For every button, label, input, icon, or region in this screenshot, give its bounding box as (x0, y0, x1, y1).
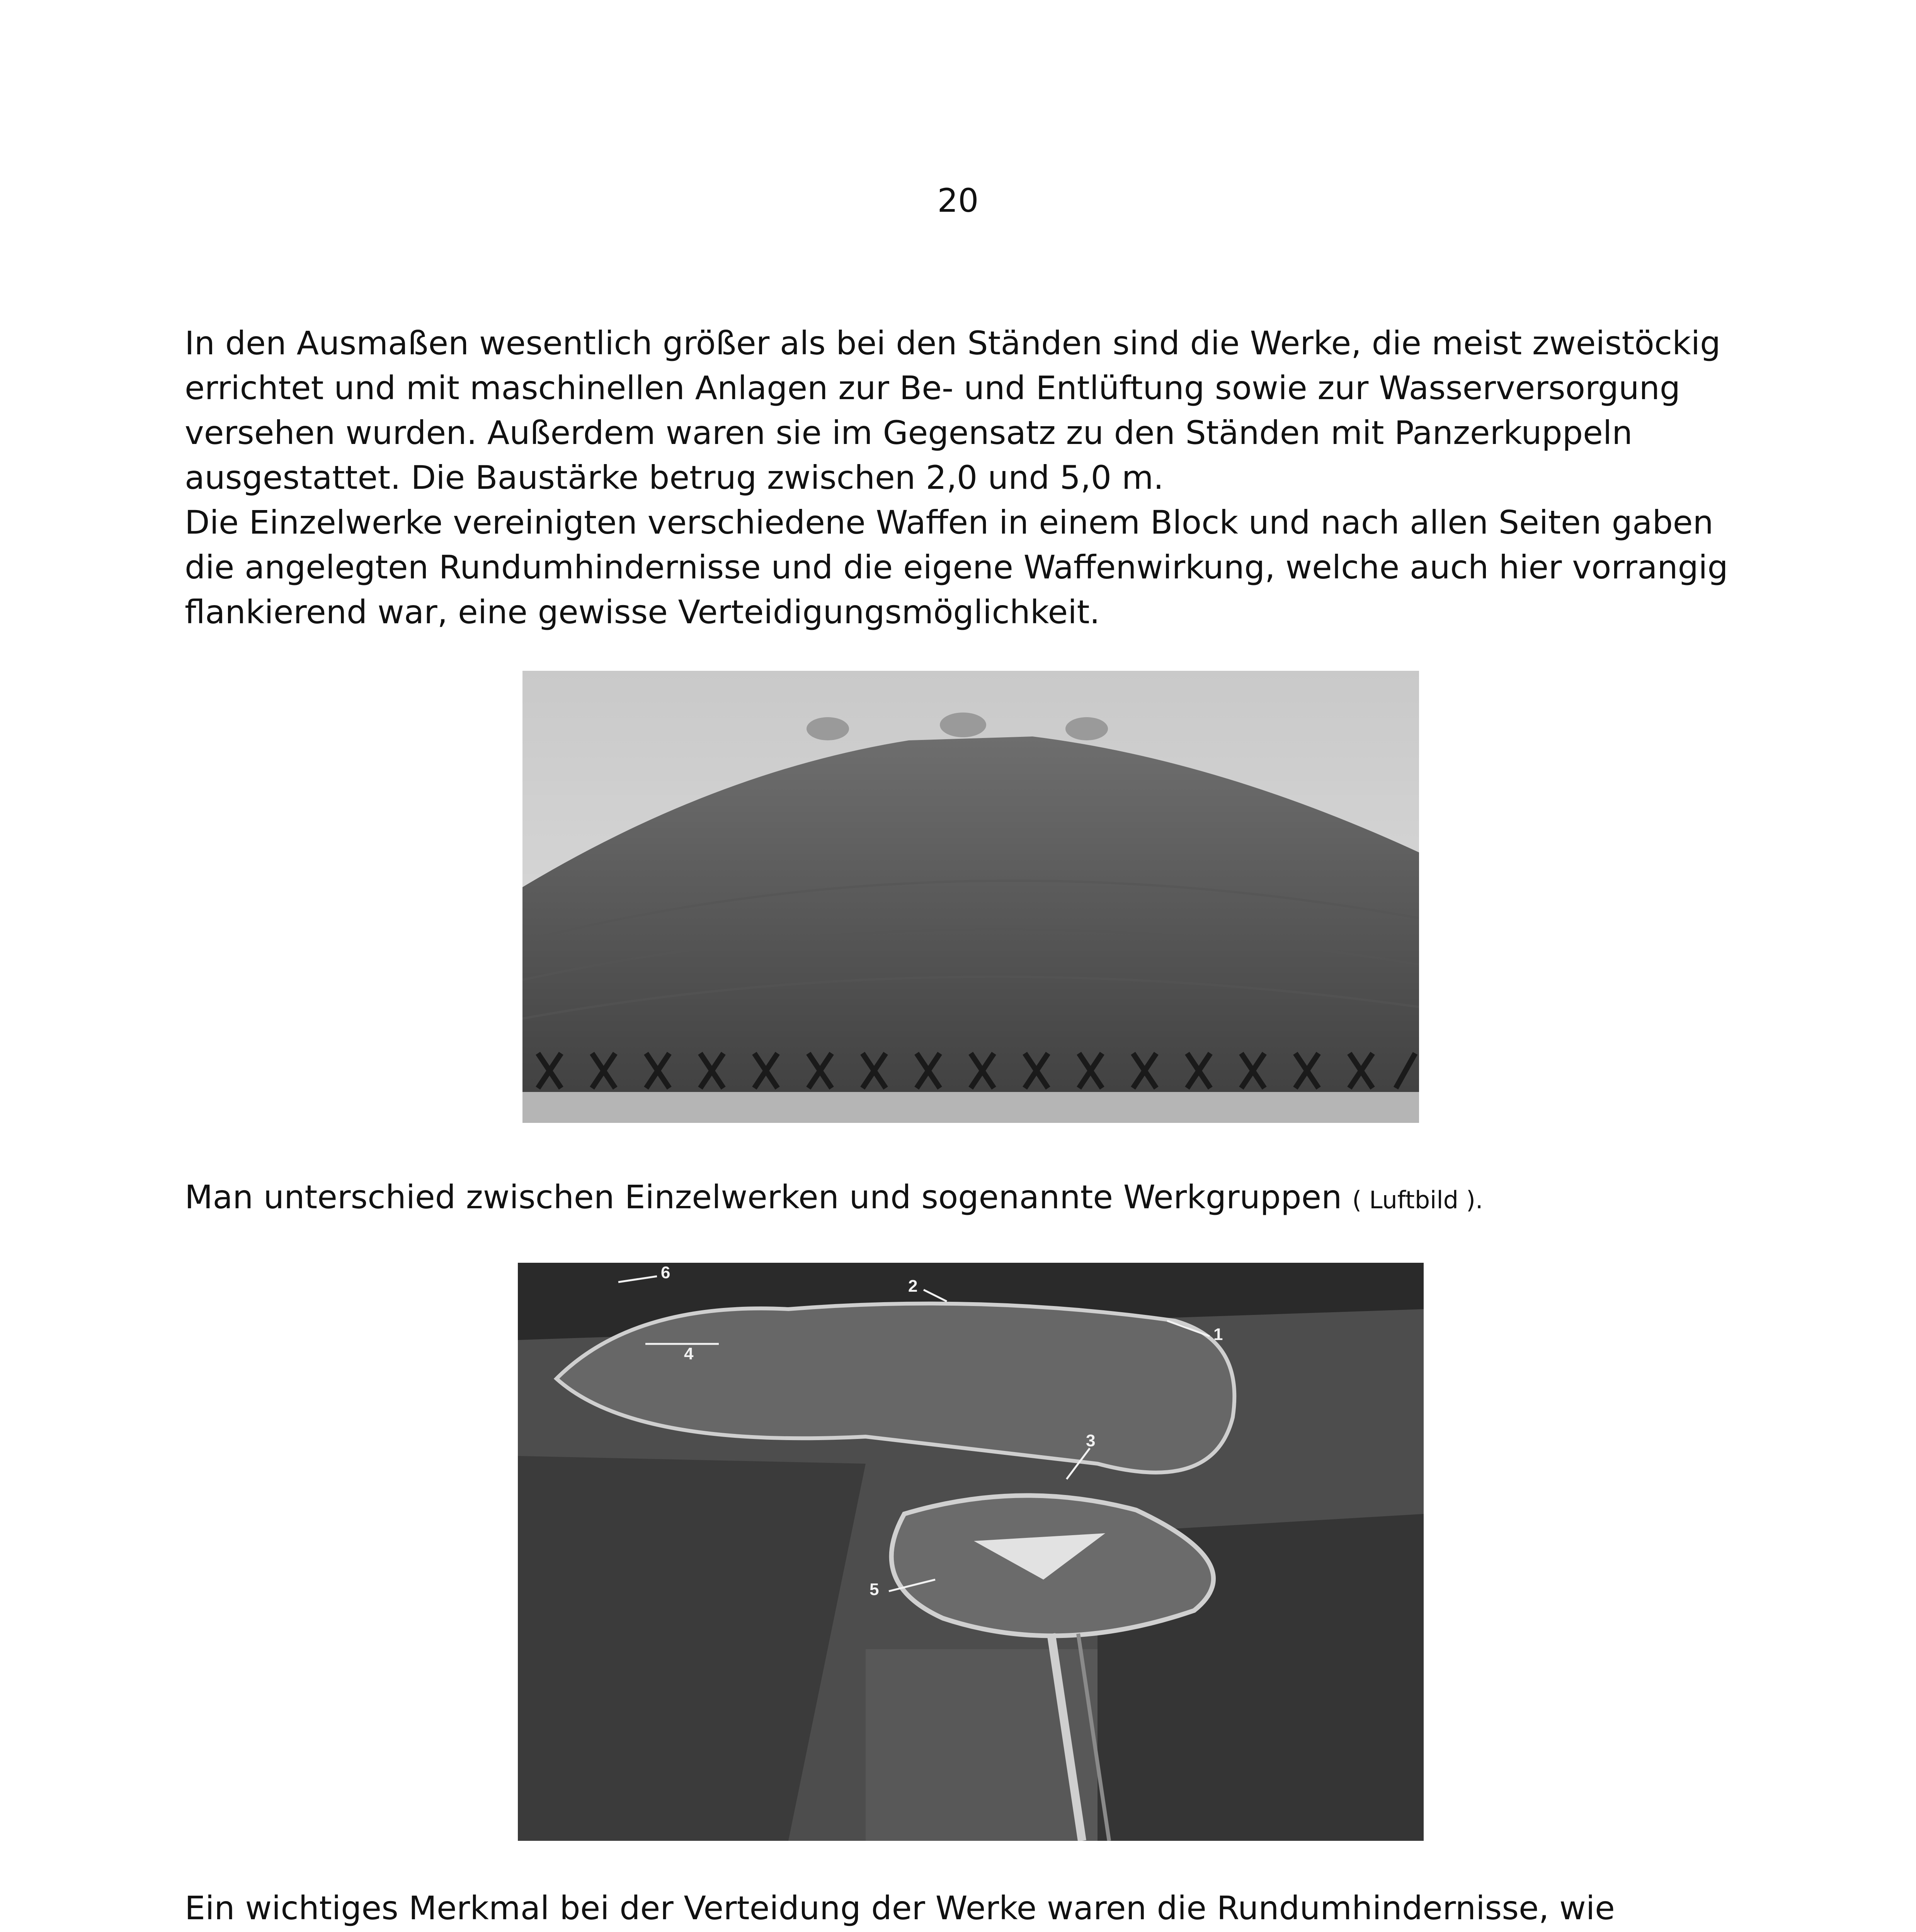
aerial-label-4: 4 (684, 1344, 694, 1363)
caption-small: ( Luftbild ). (1352, 1186, 1483, 1214)
aerial-label-2: 2 (908, 1277, 918, 1296)
paragraph-werke: In den Ausmaßen wesentlich größer als bei den Ständen sind die Werke, die meist zweistöckig errichtet und mit maschinellen Anlagen zur Be- und Entlüftung sowie zur Wasserversorgung versehen wurden. Außerdem waren sie im Gegensatz zu den Ständen mit Panzerkuppeln ausgestattet. Die Baustärke betrug zwischen 2,0 und 5,0 m. (185, 324, 1721, 497)
aerial-label-1: 1 (1213, 1325, 1223, 1344)
intro-text (185, 321, 1746, 634)
aerial-label-3: 3 (1086, 1431, 1096, 1450)
caption-werkgruppen (185, 1175, 1746, 1223)
aerial-label-5: 5 (870, 1580, 879, 1599)
aerial-label-6: 6 (661, 1263, 670, 1282)
caption-main: Man unterschied zwischen Einzelwerken und sogenannte Werkgruppen (185, 1178, 1342, 1216)
paragraph-einzelwerke: Die Einzelwerke vereinigten verschiedene Waffen in einem Block und nach allen Seiten gaben die angelegten Rundumhindernisse und die eigene Waffenwirkung, welche auch hier vorrangig flankierend war, eine gewisse Verteidigungsmöglichkeit. (185, 503, 1728, 631)
photo-fort-hill (522, 671, 1419, 1123)
page-number: 20 (937, 182, 979, 219)
obstacles-text: Ein wichtiges Merkmal bei der Verteidung der Werke waren die Rundumhindernisse, wie (185, 1889, 1615, 1927)
photo-aerial-werkgruppe (518, 1263, 1424, 1841)
